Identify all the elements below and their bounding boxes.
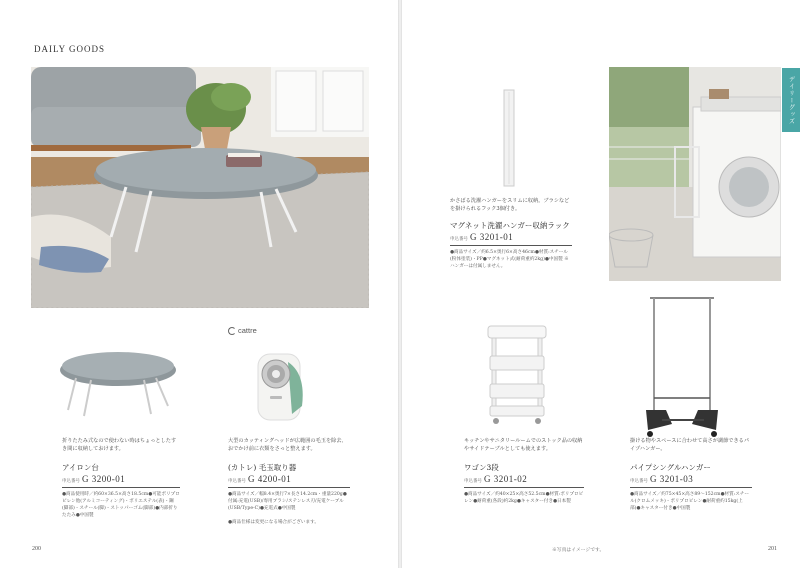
product-4-code: G 3201-02 — [484, 474, 528, 484]
folio-left: 200 — [32, 546, 41, 552]
product-5-spec: ●商品サイズ／約75×45×高さ89〜152cm●材質:スチール(クロムメッキ)・ポリプロピレン●耐荷重約15kg(上部)●キャスター付き●中国製 — [630, 492, 749, 511]
brand-name: cattre — [238, 326, 257, 335]
laundry-lifestyle-photo — [609, 67, 781, 281]
product-2-no-label: 申込番号 — [228, 479, 246, 484]
product-2-divider — [228, 487, 350, 488]
folio-right: 201 — [768, 546, 777, 552]
left-page — [0, 0, 398, 568]
product-1-name: アイロン台 — [62, 463, 99, 472]
product-1-code: G 3200-01 — [82, 474, 126, 484]
side-tab: デイリーグッズ — [782, 68, 800, 132]
product-1-no-label: 申込番号 — [62, 479, 80, 484]
ironing-board-product-image — [46, 340, 186, 420]
product-5-no-label: 申込番号 — [630, 479, 648, 484]
product-2-name: (カトレ) 毛玉取り器 — [228, 463, 297, 472]
lint-remover-product-image — [244, 344, 314, 424]
brand-c-icon — [228, 327, 236, 335]
ironing-board-scene-illustration — [31, 67, 369, 308]
lint-remover-illustration — [244, 344, 314, 424]
product-3-code: G 3201-01 — [470, 232, 514, 242]
wagon-illustration — [482, 322, 552, 426]
pipe-hanger-illustration — [642, 292, 722, 440]
product-1-caption: 折りたたみ式なので使わない時はちょっとしたすき間に収納しておけます。 — [62, 438, 177, 452]
product-5-name: パイプシングルハンガー — [630, 463, 711, 472]
product-3-name: マグネット洗濯ハンガー収納ラック — [450, 221, 570, 230]
pipe-hanger-product-image — [642, 292, 722, 440]
product-4-no-label: 申込番号 — [464, 479, 482, 484]
footnote: ※写真はイメージです。 — [552, 548, 605, 553]
product-2-spec: ●商品サイズ／幅8.4×奥行7×長さ14.2cm・重量220g●付属:充電(USB)/専用ブラシ/ステンレス刃/充電ケーブル(USB/Type-C)●充電式●中国製 — [228, 492, 347, 511]
product-2-code: G 4200-01 — [248, 474, 292, 484]
product-4-name: ワゴン3段 — [464, 463, 499, 472]
product-5-caption: 掛ける物やスペースに合わせて高さが調節できるパイプハンガー。 — [630, 438, 750, 452]
wagon-product-image — [482, 322, 552, 426]
hanger-rack-product-image — [498, 88, 520, 188]
laundry-scene-illustration — [609, 67, 781, 281]
product-4-spec: ●商品サイズ／約40×25×高さ52.5cm●材質:ポリプロピレン●耐荷重(各段)約2kg●キャスター付き●日本製 — [464, 492, 584, 504]
ironing-board-lifestyle-photo — [31, 67, 369, 308]
ironing-board-illustration — [46, 340, 186, 420]
product-5-code: G 3201-03 — [650, 474, 694, 484]
product-3-no-label: 申込番号 — [450, 237, 468, 242]
product-2-caption: 大型のカッティングヘッドが広範囲の毛玉を除去、おでかけ前に衣類をさっと整えます。 — [228, 438, 347, 452]
product-3-divider — [450, 245, 572, 246]
product-3-caption: かさばる洗濯ハンガーをスリムに収納。ブラシなどを掛けられるフック3個付き。 — [450, 198, 570, 212]
right-page — [402, 0, 800, 568]
product-1-spec: ●商品使用時／約60×36.5×高さ18.5cm●可能ポリプロピレン他(アルミコーティング)・ポリエステル(表)・鋼(脚部)・スチール(脚)・ストッパーゴム(脚部)●内部折りたたみ●中国製 — [62, 492, 180, 518]
product-3-spec: ●商品サイズ／約6.5×奥行6×高さ46cm●材質:スチール(粉体塗装)・PP●マグネット式(耐荷重約2kg)●中国製 ※ハンガーは付属しません。 — [450, 250, 569, 269]
product-4-caption: キッチンやサニタリールームでのストック品の収納やサイドテーブルとしても使えます。 — [464, 438, 583, 452]
brand-logo — [228, 326, 257, 335]
hanger-rack-illustration — [498, 88, 520, 188]
product-4-divider — [464, 487, 584, 488]
product-5-divider — [630, 487, 752, 488]
product-1-divider — [62, 487, 180, 488]
section-title: DAILY GOODS — [34, 44, 106, 54]
product-2-note: ●商品仕様は変更になる場合がございます。 — [228, 520, 319, 525]
